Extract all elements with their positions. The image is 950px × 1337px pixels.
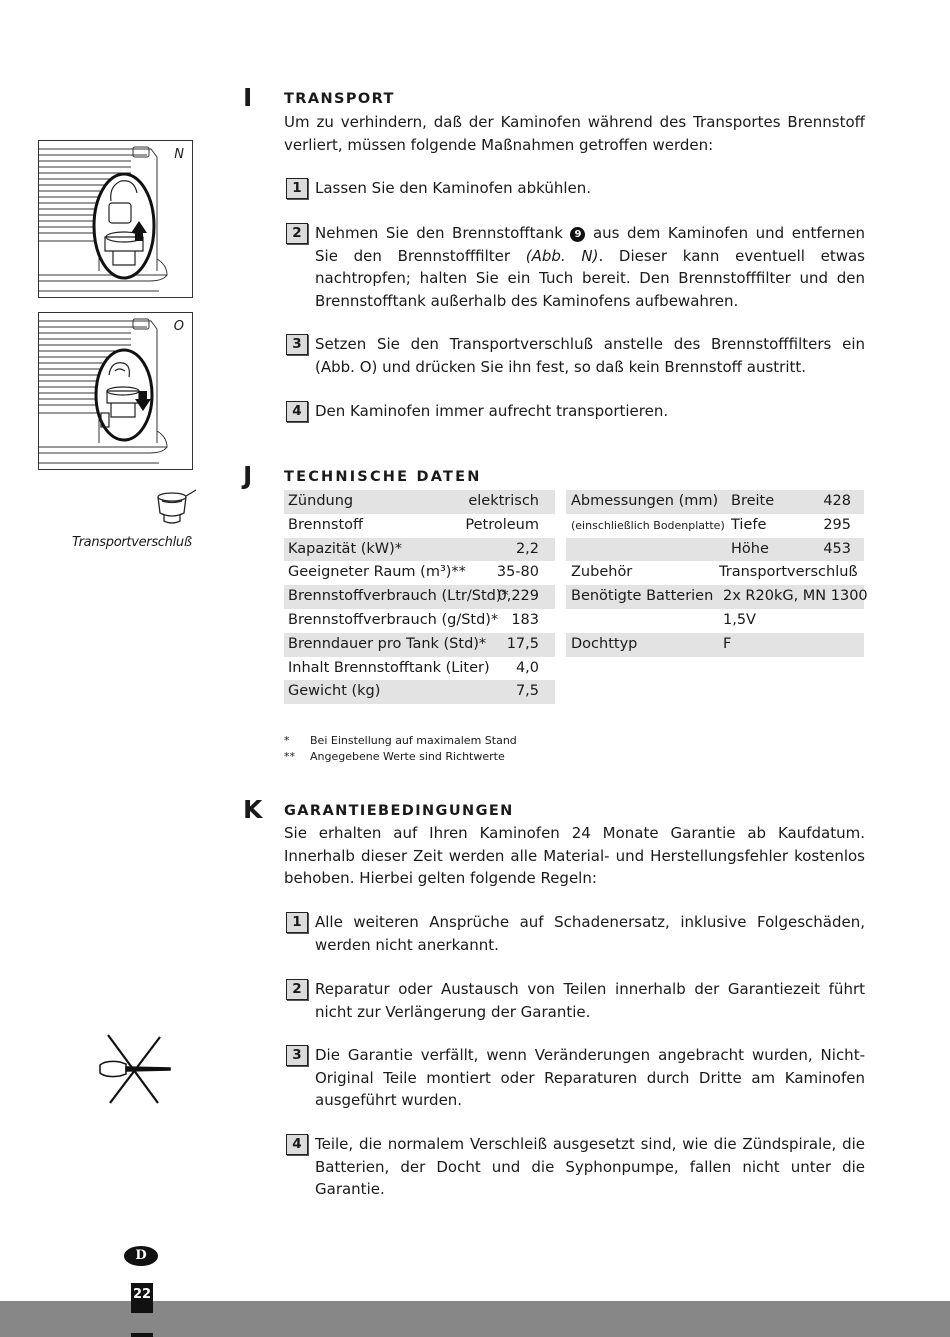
- footer-tick: [131, 1333, 153, 1337]
- figure-label-n: N: [174, 147, 184, 162]
- step-text: Nehmen Sie den Brennstofftank 9 aus dem Kaminofen und entfernen Sie den Brennstofffilter (Abb. N). Dieser kann eventuell etwas nachtropfen; halten Sie ein Tuch bereit. Den Brennstofffilter und den Brennstofftank außerhalb des Kaminofens aufbewahren.: [315, 224, 865, 310]
- transport-step-4: [286, 400, 865, 423]
- table-row: Abmessungen (mm) Breite 428: [566, 490, 864, 514]
- no-screwdriver-icon: [96, 1031, 176, 1107]
- transport-step-1: [286, 177, 865, 200]
- step-number: 3: [286, 334, 308, 355]
- table-row: Zubehör Transportverschluß: [571, 564, 858, 581]
- table-row: Dochttyp F: [566, 633, 864, 657]
- section-title-warranty: GARANTIEBEDINGUNGEN: [284, 803, 514, 819]
- step-text: Alle weiteren Ansprüche auf Schadenersatz, inklusive Folgeschäden, werden nicht anerkannt.: [315, 913, 865, 954]
- heater-filter-removal-illustration: [39, 141, 193, 298]
- figure-n: [38, 140, 193, 298]
- table-row: Inhalt Brennstofftank (Liter) 4,0: [288, 659, 539, 676]
- figure-o: [38, 312, 193, 470]
- step-text: Lassen Sie den Kaminofen abkühlen.: [315, 179, 592, 197]
- warranty-step-2: [286, 978, 865, 1023]
- section-title-tech: TECHNISCHE DATEN: [284, 469, 482, 485]
- step-text: Den Kaminofen immer aufrecht transportieren.: [315, 402, 669, 420]
- spec-table-left: [284, 490, 555, 704]
- step-number: 4: [286, 1134, 308, 1155]
- table-row: 1,5V: [723, 611, 756, 628]
- warranty-step-1: [286, 911, 865, 956]
- warranty-step-3: [286, 1044, 865, 1112]
- table-row: (einschließlich Bodenplatte) Tiefe 295: [571, 516, 851, 533]
- part-number-badge: 9: [570, 227, 585, 242]
- step-text: Die Garantie verfällt, wenn Veränderungen angebracht wurden, Nicht-Original Teile montiert oder Reparaturen durch Dritte am Kaminofen ausgeführt wurden.: [315, 1046, 865, 1109]
- section-letter-j: J: [243, 461, 253, 490]
- step-number: 2: [286, 979, 308, 1000]
- table-row: Kapazität (kW)* 2,2: [284, 538, 555, 562]
- warranty-intro: Sie erhalten auf Ihren Kaminofen 24 Monate Garantie ab Kaufdatum. Innerhalb dieser Zeit werden alle Material- und Herstellungsfehler kostenlos behoben. Hierbei gelten folgende Regeln:: [284, 824, 865, 887]
- heater-cap-insertion-illustration: [39, 313, 193, 470]
- step-number: 1: [286, 912, 308, 933]
- transport-step-3: [286, 333, 865, 378]
- figure-caption: Transportverschluß: [72, 535, 192, 550]
- table-row: Brennstoff Petroleum: [288, 516, 539, 533]
- figure-label-o: O: [173, 319, 184, 334]
- table-row: Brennstoffverbrauch (Ltr/Std)* 0,229: [284, 585, 555, 609]
- table-row: Gewicht (kg) 7,5: [284, 680, 555, 704]
- section-letter-i: I: [243, 83, 253, 112]
- step-text: Teile, die normalem Verschleiß ausgesetzt sind, wie die Zündspirale, die Batterien, der Docht und die Syphonpumpe, fallen nicht unter die Garantie.: [315, 1135, 865, 1198]
- section-title-transport: TRANSPORT: [284, 91, 395, 107]
- step-text: Setzen Sie den Transportverschluß anstelle des Brennstofffilters ein (Abb. O) und drücken Sie ihn fest, so daß kein Brennstoff austritt.: [315, 335, 865, 376]
- transport-step-2: [286, 222, 865, 312]
- spec-table-right: [566, 490, 868, 657]
- page-number: 22: [131, 1283, 153, 1313]
- transport-cap-icon: [152, 487, 198, 527]
- footnote-2: ** Angegebene Werte sind Richtwerte: [284, 750, 505, 763]
- warranty-step-4: [286, 1133, 865, 1201]
- table-row: Brenndauer pro Tank (Std)* 17,5: [284, 633, 555, 657]
- step-number: 2: [286, 223, 308, 244]
- step-number: 3: [286, 1045, 308, 1066]
- language-badge: D: [124, 1246, 158, 1266]
- table-row: Zündung elektrisch: [284, 490, 555, 514]
- table-row: Benötigte Batterien 2x R20kG, MN 1300: [566, 585, 864, 609]
- transport-intro: Um zu verhindern, daß der Kaminofen während des Transportes Brennstoff verliert, müssen folgende Maßnahmen getroffen werden:: [284, 113, 865, 154]
- step-number: 4: [286, 401, 308, 422]
- table-row: Geeigneter Raum (m³)** 35-80: [288, 564, 539, 581]
- step-text: Reparatur oder Austausch von Teilen innerhalb der Garantiezeit führt nicht zur Verlängerung der Garantie.: [315, 980, 865, 1021]
- footnote-1: * Bei Einstellung auf maximalem Stand: [284, 734, 517, 747]
- section-letter-k: K: [243, 795, 263, 824]
- table-row: Höhe 453: [566, 538, 864, 562]
- table-row: Brennstoffverbrauch (g/Std)* 183: [288, 611, 539, 628]
- step-number: 1: [286, 178, 308, 199]
